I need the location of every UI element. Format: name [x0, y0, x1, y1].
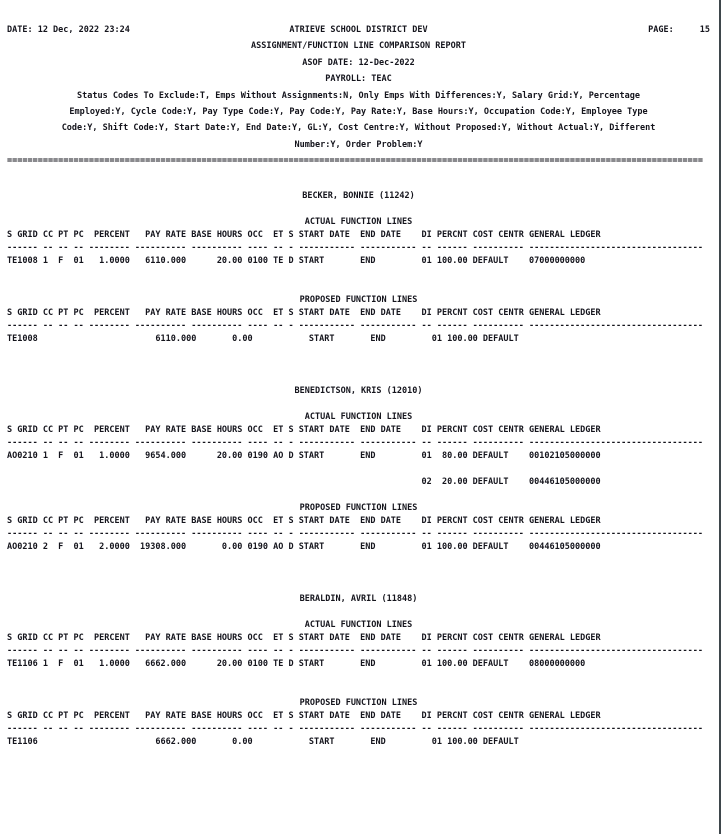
- separator-line: ========================================================================================================================================: [7, 156, 703, 167]
- report-subtitle: ASSIGNMENT/FUNCTION LINE COMPARISON REPORT: [251, 41, 466, 52]
- section-title-actual: ACTUAL FUNCTION LINES: [304, 216, 413, 227]
- table-column-header: S GRID CC PT PC PERCENT PAY RATE BASE HOURS OCC ET S START DATE END DATE DI PERCNT COST CENTR GENERAL LEDGER: [7, 632, 601, 643]
- blank-line: [7, 372, 710, 385]
- employee-name: BERALDIN, AVRIL (11848): [299, 593, 418, 604]
- table-underline: ------ -- -- -- -------- ---------- ---------- ---- -- - ----------- ----------- -- ------ ---------- ----------------------------------: [7, 723, 703, 734]
- section-title-proposed: PROPOSED FUNCTION LINES: [299, 697, 418, 708]
- blank-line: [7, 359, 710, 372]
- table-column-header: S GRID CC PT PC PERCENT PAY RATE BASE HOURS OCC ET S START DATE END DATE DI PERCNT COST CENTR GENERAL LEDGER: [7, 515, 601, 526]
- blank-line: [7, 203, 710, 216]
- table-row: TE1106 6662.000 0.00 START END 01 100.00 DEFAULT: [7, 736, 519, 747]
- blank-line: [7, 775, 710, 788]
- section-title-actual: ACTUAL FUNCTION LINES: [304, 619, 413, 630]
- district-title: ATRIEVE SCHOOL DISTRICT DEV: [289, 25, 428, 35]
- table-underline: ------ -- -- -- -------- ---------- ---------- ---- -- - ----------- ----------- -- ------ ---------- ----------------------------------: [7, 437, 703, 448]
- section-title-proposed: PROPOSED FUNCTION LINES: [299, 294, 418, 305]
- blank-line: [7, 671, 710, 684]
- asof-date-line: ASOF DATE: 12-Dec-2022: [302, 57, 415, 68]
- table-row: AO0210 2 F 01 2.0000 19308.000 0.00 0190 AO D START END 01 100.00 DEFAULT 00446105000000: [7, 541, 601, 552]
- report-header: [7, 22, 710, 170]
- blank-line: [7, 268, 710, 281]
- table-column-header: S GRID CC PT PC PERCENT PAY RATE BASE HOURS OCC ET S START DATE END DATE DI PERCNT COST CENTR GENERAL LEDGER: [7, 229, 601, 240]
- blank-line: [7, 684, 710, 697]
- blank-line: [7, 606, 710, 619]
- blank-line: [7, 281, 710, 294]
- report-date: DATE: 12 Dec, 2022 23:24: [7, 25, 130, 35]
- payroll-line: PAYROLL: TEAC: [325, 74, 392, 85]
- report-body: [7, 190, 710, 788]
- page-label: PAGE:: [648, 25, 674, 35]
- blank-line: [7, 463, 710, 476]
- table-row: TE1106 1 F 01 1.0000 6662.000 20.00 0100 TE D START END 01 100.00 DEFAULT 08000000000: [7, 658, 586, 669]
- parameter-line: Number:Y, Order Problem:Y: [294, 139, 423, 150]
- section-title-proposed: PROPOSED FUNCTION LINES: [299, 502, 418, 513]
- blank-line: [7, 749, 710, 762]
- blank-line: [7, 567, 710, 580]
- report-header-line: [7, 22, 710, 38]
- table-underline: ------ -- -- -- -------- ---------- ---------- ---- -- - ----------- ----------- -- ------ ---------- ----------------------------------: [7, 645, 703, 656]
- employee-name: BECKER, BONNIE (11242): [302, 190, 415, 201]
- blank-line: [7, 489, 710, 502]
- table-row: 02 20.00 DEFAULT 00446105000000: [7, 476, 601, 487]
- blank-line: [7, 554, 710, 567]
- table-row: AO0210 1 F 01 1.0000 9654.000 20.00 0190 AO D START END 01 80.00 DEFAULT 00102105000000: [7, 450, 601, 461]
- table-column-header: S GRID CC PT PC PERCENT PAY RATE BASE HOURS OCC ET S START DATE END DATE DI PERCNT COST CENTR GENERAL LEDGER: [7, 424, 601, 435]
- table-underline: ------ -- -- -- -------- ---------- ---------- ---- -- - ----------- ----------- -- ------ ---------- ----------------------------------: [7, 242, 703, 253]
- blank-line: [7, 580, 710, 593]
- blank-line: [7, 346, 710, 359]
- section-title-actual: ACTUAL FUNCTION LINES: [304, 411, 413, 422]
- parameter-line: Status Codes To Exclude:T, Emps Without Assignments:N, Only Emps With Differences:Y, Salary Grid:Y, Percentage: [77, 90, 640, 101]
- parameter-line: Employed:Y, Cycle Code:Y, Pay Type Code:Y, Pay Code:Y, Pay Rate:Y, Base Hours:Y, Occupation Code:Y, Employee Type: [69, 107, 648, 118]
- page-number: 15: [699, 25, 710, 35]
- parameter-line: Code:Y, Shift Code:Y, Start Date:Y, End Date:Y, GL:Y, Cost Centre:Y, Without Proposed:Y, Without Actual:Y, Different: [61, 123, 656, 134]
- blank-line: [7, 762, 710, 775]
- table-column-header: S GRID CC PT PC PERCENT PAY RATE BASE HOURS OCC ET S START DATE END DATE DI PERCNT COST CENTR GENERAL LEDGER: [7, 710, 601, 721]
- table-underline: ------ -- -- -- -------- ---------- ---------- ---- -- - ----------- ----------- -- ------ ---------- ----------------------------------: [7, 528, 703, 539]
- table-row: TE1008 6110.000 0.00 START END 01 100.00 DEFAULT: [7, 333, 519, 344]
- blank-line: [7, 398, 710, 411]
- table-column-header: S GRID CC PT PC PERCENT PAY RATE BASE HOURS OCC ET S START DATE END DATE DI PERCNT COST CENTR GENERAL LEDGER: [7, 307, 601, 318]
- table-row: TE1008 1 F 01 1.0000 6110.000 20.00 0100 TE D START END 01 100.00 DEFAULT 07000000000: [7, 255, 586, 266]
- employee-name: BENEDICTSON, KRIS (12010): [294, 385, 423, 396]
- table-underline: ------ -- -- -- -------- ---------- ---------- ---- -- - ----------- ----------- -- ------ ---------- ----------------------------------: [7, 320, 703, 331]
- page-right-border: [719, 0, 721, 834]
